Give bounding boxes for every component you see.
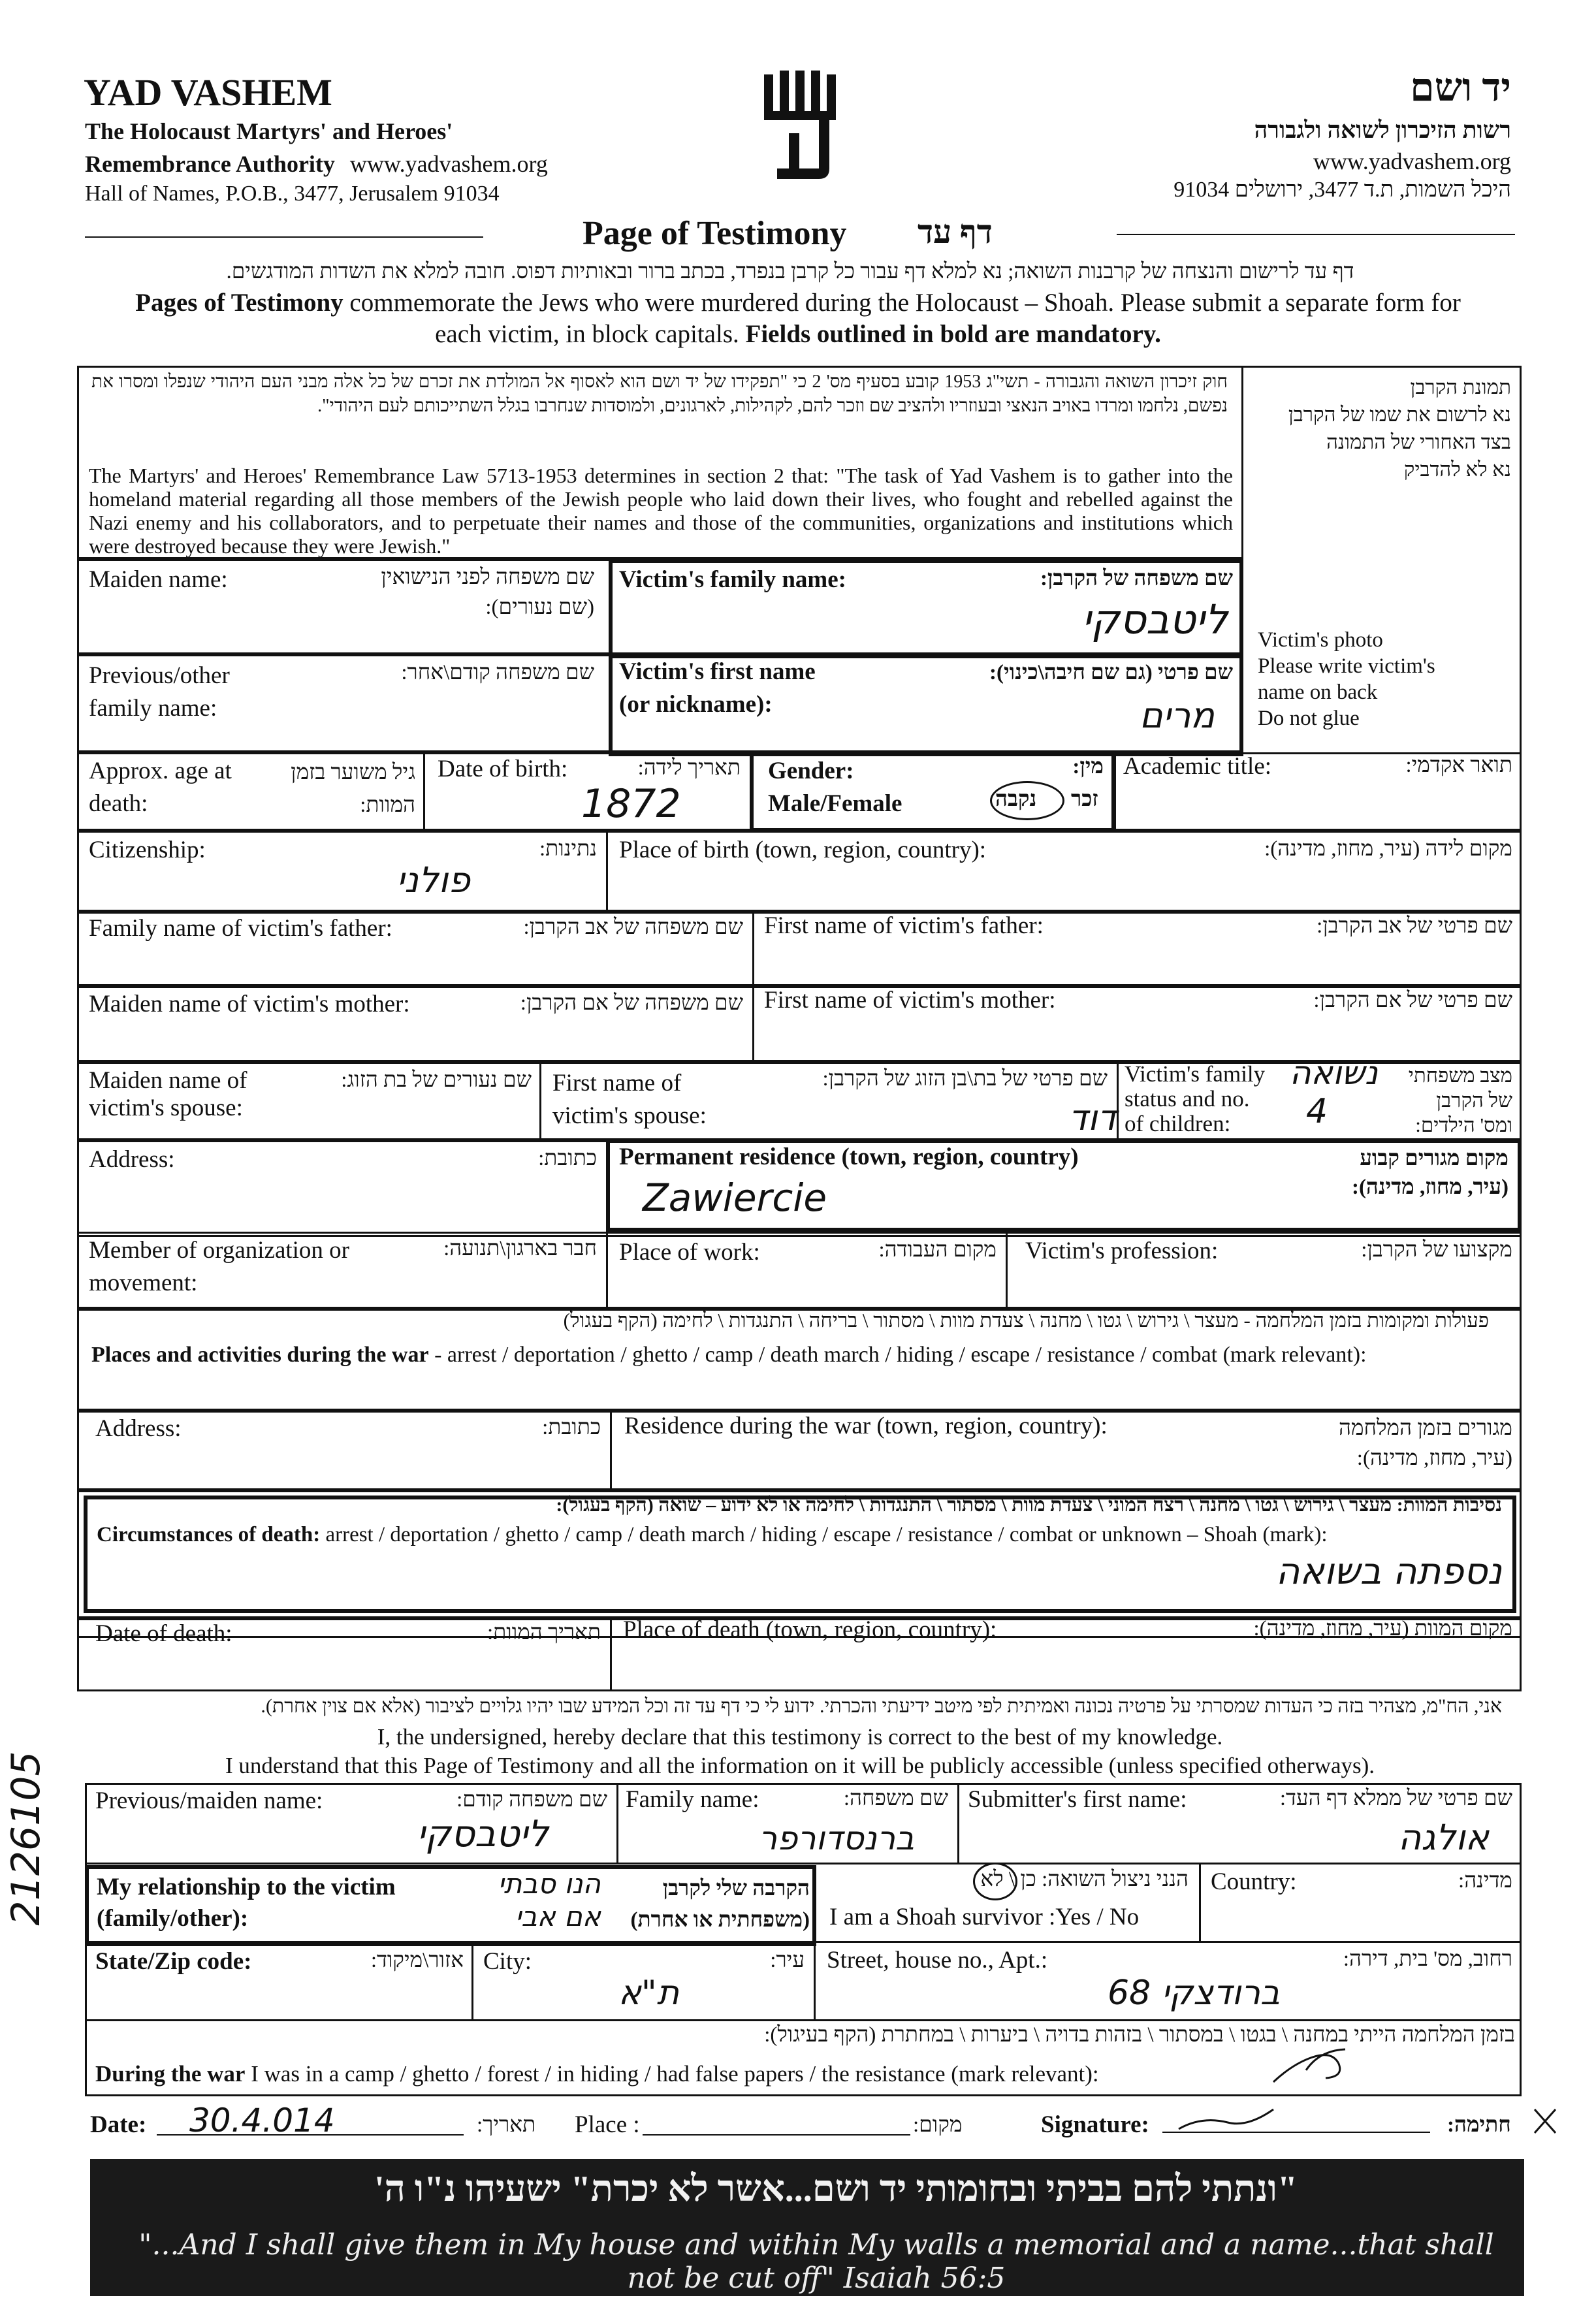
divider <box>85 1863 1522 1864</box>
org-subtitle-1: The Holocaust Martyrs' and Heroes' <box>85 118 453 144</box>
survivor-label: I am a Shoah survivor :Yes / No <box>829 1904 1140 1930</box>
submitter-first-name-label: Submitter's first name: <box>968 1786 1187 1813</box>
signature-label: Signature: <box>1041 2111 1149 2138</box>
org-address-en: Hall of Names, P.O.B., 3477, Jerusalem 91034 <box>85 182 500 206</box>
photo-en-3: name on back <box>1258 680 1378 704</box>
survivor-label-he: הנני ניצול השואה: כן \ לא <box>980 1868 1189 1891</box>
street-value: ברודצקי 68 <box>1107 1974 1280 2013</box>
citizenship-label: Citizenship: <box>89 837 206 863</box>
footer-quote-he: "ונתתי להם בביתי ובחומותי יד ושם...אשר לא יכרת" ישעיהו נ"ו ה' <box>374 2169 1298 2209</box>
photo-he-3: בצד האחורי של התמונה <box>1326 430 1511 453</box>
war-residence-label-he-1: מגורים בזמן המלחמה <box>1339 1416 1512 1440</box>
academic-title-label: Academic title: <box>1123 753 1272 780</box>
war-residence-label-he <box>1280 1413 1512 1473</box>
submitter-first-name-value: אולגה <box>1397 1817 1489 1858</box>
divider <box>1117 1062 1119 1140</box>
circumstances-label-t: arrest / deportation / ghetto / camp / death march / hiding / escape / resistance / combat or unknown – Shoah (mark): <box>320 1523 1328 1546</box>
margin-number: 2126105 <box>3 1751 49 1926</box>
maiden-name-label-he: שם משפחה לפני הנישואין <box>381 566 594 589</box>
family-status-label <box>1125 1062 1265 1136</box>
org-subtitle-he: רשות הזיכרון לשואה ולגבורה <box>1254 117 1511 143</box>
street-label-he: רחוב, מס' בית, דירה: <box>1343 1947 1512 1971</box>
relationship-value-1: הנו סבתי <box>498 1868 601 1900</box>
intro-he: דף עד לרישום והנצחה של קרבנות השואה; נא למלא דף עבור כל קרבן בנפרד, בכתב ברור ובאותיות דפוס. חובה למלא את השדות המודגשים. <box>226 260 1354 283</box>
divider <box>610 1411 612 1490</box>
father-family-name-label: Family name of victim's father: <box>89 915 392 942</box>
cross-mark-icon <box>1532 2107 1558 2136</box>
photo-he-1: תמונת הקרבן <box>1410 376 1511 398</box>
address-label: Address: <box>89 1146 175 1173</box>
gender-label-he: מין: <box>1072 755 1104 778</box>
divider <box>606 1232 608 1309</box>
gender-label <box>768 755 902 820</box>
victim-first-name-label <box>619 656 816 721</box>
place-of-work-label-he: מקום העבודה: <box>878 1238 997 1262</box>
org-subtitle-2 <box>85 150 548 178</box>
place-of-work-label: Place of work: <box>619 1239 760 1266</box>
date-label: Date: <box>90 2111 147 2138</box>
circumstances-value: נספתה בשואה <box>1275 1550 1502 1593</box>
war-places-label-he: פעולות ומקומות בזמן המלחמה - מעצר \ גירוש \ גטו \ מחנה \ צעדת מוות \ מסתור \ בריחה \ התנגדות \ לחימה (הקף בעגול) <box>563 1309 1489 1332</box>
signature-label-he: חתימה: <box>1447 2113 1511 2137</box>
age-label-he-2: המוות: <box>360 793 415 817</box>
victim-family-name-label-he: שם משפחה של הקרבן: <box>1040 567 1233 590</box>
intro-en <box>85 287 1511 350</box>
age-label-he <box>261 756 415 822</box>
war-residence-label: Residence during the war (town, region, country): <box>624 1413 1108 1439</box>
organization-label-2: movement: <box>89 1270 198 1296</box>
previous-name-label <box>89 660 230 725</box>
divider <box>957 1783 959 1863</box>
divider <box>471 1941 473 2019</box>
victim-first-name-value: מרים <box>1139 695 1215 736</box>
intro-en-t1: commemorate the Jews who were murdered during the Holocaust – Shoah. Please submit a separate form for <box>343 289 1461 317</box>
mother-first-name-label-he: שם פרטי של אם הקרבן: <box>1313 989 1512 1012</box>
permanent-residence-label-he-1: מקום מגורים קבוע <box>1360 1147 1508 1170</box>
organization-label <box>89 1234 349 1300</box>
father-family-name-label-he: שם משפחה של אב הקרבן: <box>523 916 743 939</box>
dob-label-he: תאריך לידה: <box>637 756 741 780</box>
victim-first-name-label-1: Victim's first name <box>619 658 816 685</box>
divider <box>1006 1232 1008 1309</box>
divider <box>814 1941 816 2019</box>
family-status-label-he-2: של הקרבן <box>1436 1089 1512 1112</box>
mother-first-name-label: First name of victim's mother: <box>764 987 1056 1014</box>
divider <box>1199 1863 1201 1941</box>
spouse-first-label <box>552 1067 707 1132</box>
war-places-label <box>91 1343 1367 1368</box>
date-of-death-label-he: תאריך המוות: <box>487 1621 601 1644</box>
relationship-label-he <box>601 1873 810 1936</box>
divider <box>606 831 608 912</box>
mother-maiden-name-label-he: שם משפחה של אם הקרבן: <box>520 991 743 1015</box>
gender-label-1: Gender: <box>768 758 854 784</box>
submitter-prev-name-label-he: שם משפחה קודם: <box>456 1788 607 1812</box>
photo-instructions-en <box>1258 627 1435 731</box>
victim-family-name-value: ליטבסקי <box>1081 596 1228 643</box>
country-label: Country: <box>1211 1868 1297 1895</box>
dob-value: 1872 <box>581 781 681 827</box>
submitter-war-label-he: בזמן המלחמה הייתי במחנה \ בגטו \ במסתור \ בזהות בדויה \ ביערות \ במחתרת (הקף בעיגול): <box>764 2023 1515 2047</box>
organization-label-1: Member of organization or <box>89 1237 349 1264</box>
footer-quote-en: "...And I shall give them in My house and within My walls a memorial and a name...that shall not be cut off" Isaiah 56:5 <box>138 2228 1494 2295</box>
spouse-maiden-label <box>89 1067 247 1122</box>
spouse-first-label-2: victim's spouse: <box>552 1102 707 1129</box>
handwritten-mark-icon <box>1267 2044 1358 2090</box>
relationship-label-1: My relationship to the victim <box>97 1874 396 1900</box>
address-label-he: כתובת: <box>538 1147 597 1170</box>
place-underline <box>643 2134 910 2136</box>
victim-first-name-label-he: שם פרטי (גם שם חיבה\כינוי): <box>989 661 1233 684</box>
photo-en-2: Please write victim's <box>1258 654 1435 678</box>
org-subtitle-2-text: Remembrance Authority <box>85 151 335 177</box>
mother-maiden-name-label: Maiden name of victim's mother: <box>89 991 410 1017</box>
photo-he-4: נא לא להדביק <box>1403 458 1511 481</box>
relationship-value-2: אם אבי <box>515 1900 601 1932</box>
war-places-label-b: Places and activities during the war <box>91 1343 429 1367</box>
submitter-prev-name-label: Previous/maiden name: <box>95 1787 323 1814</box>
circumstances-label-b: Circumstances of death: <box>97 1523 321 1546</box>
academic-title-label-he: תואר אקדמי: <box>1405 754 1512 777</box>
date-of-death-label: Date of death: <box>95 1620 232 1647</box>
father-first-name-label: First name of victim's father: <box>764 912 1044 939</box>
zip-label: State/Zip code: <box>95 1948 252 1975</box>
declaration-he: אני, הח"מ, מצהיר בזה כי העדות שמסרתי על פרטיה נכונה ואמיתית לפי מיטב ידיעתי והכרתי. ידוע לי כי דף עד זה וכל המידע שבו יהיו גלויים לציבור (אלא אם צוין אחרת). <box>261 1695 1502 1717</box>
family-status-label-3: of children: <box>1125 1111 1231 1136</box>
header-rule-left <box>85 236 483 238</box>
war-address-label-he: כתובת: <box>542 1416 601 1439</box>
war-places-label-t: - arrest / deportation / ghetto / camp / death march / hiding / escape / resistance / combat (mark relevant): <box>428 1343 1367 1367</box>
city-label: City: <box>483 1948 532 1975</box>
place-label: Place : <box>575 2111 640 2138</box>
city-value: ת"א <box>618 1974 679 2013</box>
org-name-he: יד ושם <box>1410 66 1511 109</box>
victim-family-name-label: Victim's family name: <box>619 566 846 593</box>
date-label-he: תאריך: <box>477 2113 536 2137</box>
age-label-1: Approx. age at <box>89 758 232 784</box>
family-status-label-he-1: מצב משפחתי <box>1408 1064 1512 1087</box>
org-address-he: היכל השמות, ת.ד 3477, ירושלים 91034 <box>1173 178 1511 202</box>
declaration-en-1: I, the undersigned, hereby declare that this testimony is correct to the best of my knowledge. <box>377 1724 1223 1750</box>
divider <box>610 1618 612 1691</box>
spouse-maiden-label-2: victim's spouse: <box>89 1095 243 1121</box>
children-count-value: 4 <box>1306 1092 1328 1131</box>
maiden-name-label: Maiden name: <box>89 566 228 593</box>
declaration-en-2: I understand that this Page of Testimony and all the information on it will be publicly accessible (unless specified otherways). <box>225 1753 1375 1778</box>
permanent-residence-value: Zawiercie <box>643 1176 827 1220</box>
law-text-he: חוק זיכרון השואה והגבורה - תשי"ג 1953 קובע בסעיף מס' 2 כי "תפקידו של יד ושם הוא לאסוף אל המולדת את זכרם של כל אלה מבני העם היהודי שנפלו ומסרו את נפשם, נלחמו ומרדו באויב הנאצי ובעוזריו ולהציב שם וזכר להם, לקהילות, לארגונים, ולמוסדות שנחרבו בגלל השתייכותם לעם היהודי". <box>91 372 1228 416</box>
place-of-birth-label: Place of birth (town, region, country): <box>619 837 987 863</box>
header-rule-right <box>1117 234 1515 235</box>
submitter-war-label-b: During the war <box>95 2061 246 2087</box>
yad-vashem-logo-icon <box>758 71 842 182</box>
law-text-en: The Martyrs' and Heroes' Remembrance Law 5713-1953 determines in section 2 that: "The task of Yad Vashem is to gather into the homeland material regarding all those members of the Jewish people who laid down their lives, who fought and rebelled against the Nazi enemy and his collaborators, and to perpetuate their names and those of the communities, organizations and institutions which were destroyed because they were Jewish." <box>89 464 1233 558</box>
photo-he-2: נא לרשום את שמו של הקרבן <box>1288 403 1511 426</box>
place-label-he: מקום: <box>913 2113 963 2137</box>
survivor-selection-circle <box>973 1863 1017 1900</box>
zip-label-he: אזור\מיקוד: <box>370 1949 464 1972</box>
family-status-value: נשואה <box>1289 1054 1378 1092</box>
submitter-war-label-t: I was in a camp / ghetto / forest / in hiding / had false papers / the resistance (mark relevant): <box>245 2061 1099 2087</box>
submitter-family-name-value: ברנסדורפר <box>758 1819 914 1857</box>
relationship-label-2: (family/other): <box>97 1905 249 1932</box>
photo-en-1: Victim's photo <box>1258 628 1383 652</box>
intro-en-t2: each victim, in block capitals. <box>435 320 746 348</box>
submitter-prev-name-value: ליטבסקי <box>417 1813 549 1855</box>
street-label: Street, house no., Apt.: <box>827 1947 1048 1974</box>
war-residence-label-he-2: (עיר, מחוז, מדינה): <box>1356 1447 1512 1470</box>
place-of-death-label-he: מקום המוות (עיר, מחוז, מדינה): <box>1253 1617 1512 1640</box>
spouse-first-value: דוד <box>1068 1097 1117 1138</box>
gender-male-he: זכר <box>1071 788 1098 811</box>
age-label-he-1: גיל משוער בזמן <box>291 761 415 784</box>
divider <box>616 1783 618 1863</box>
org-name-en: YAD VASHEM <box>84 71 332 114</box>
relationship-label-he-1: הקרבה שלי לקרבן <box>662 1877 810 1900</box>
photo-en-4: Do not glue <box>1258 707 1360 730</box>
profession-label: Victim's profession: <box>1025 1238 1219 1264</box>
date-value: 30.4.014 <box>189 2102 335 2139</box>
place-of-birth-label-he: מקום לידה (עיר, מחוז, מדינה): <box>1264 837 1512 861</box>
intro-en-b1: Pages of Testimony <box>135 289 343 317</box>
submitter-family-name-label: Family name: <box>626 1786 759 1813</box>
father-first-name-label-he: שם פרטי של אב הקרבן: <box>1317 914 1512 938</box>
signature-scribble-icon <box>1175 2103 1280 2136</box>
divider <box>752 912 754 986</box>
gender-selection-circle <box>990 781 1064 820</box>
page-title-he: דף עד <box>918 214 993 250</box>
maiden-name-label-he-2: (שם נעורים): <box>485 596 594 619</box>
country-label-he: מדינה: <box>1458 1869 1512 1893</box>
divider <box>539 1062 541 1140</box>
victim-first-name-label-2: (or nickname): <box>619 691 773 718</box>
permanent-residence-label-he <box>1254 1144 1508 1202</box>
gender-label-2: Male/Female <box>768 790 902 817</box>
declaration-en <box>85 1723 1515 1780</box>
previous-name-label-2: family name: <box>89 695 217 722</box>
family-status-label-he-3: ומס' הילדים: <box>1415 1113 1512 1136</box>
family-status-label-2: status and no. <box>1125 1086 1250 1112</box>
org-url-he: www.yadvashem.org <box>1313 148 1511 174</box>
family-status-label-he <box>1391 1063 1512 1138</box>
place-of-death-label: Place of death (town, region, country): <box>623 1616 997 1643</box>
spouse-first-label-1: First name of <box>552 1070 682 1096</box>
city-label-he: עיר: <box>770 1949 805 1972</box>
citizenship-label-he: נתינות: <box>539 837 597 861</box>
relationship-label-he-2: (משפחתית או אחרת) <box>630 1908 810 1932</box>
divider <box>752 986 754 1062</box>
age-label <box>89 755 232 820</box>
spouse-maiden-label-1: Maiden name of <box>89 1067 247 1094</box>
previous-name-label-1: Previous/other <box>89 662 230 689</box>
family-status-label-1: Victim's family <box>1125 1061 1266 1087</box>
profession-label-he: מקצועו של הקרבן: <box>1361 1238 1512 1262</box>
submitter-war-label <box>95 2061 1099 2087</box>
organization-label-he: חבר בארגון\תנועה: <box>443 1237 597 1260</box>
circumstances-label-he: נסיבות המוות: מעצר \ גירוש \ גטו \ מחנה \ רצח המוני \ צעדת מוות \ מסתור \ התנגדות \ לחימה או לא ידוע – שואה (הקף בעגול): <box>556 1494 1502 1516</box>
divider <box>423 752 425 831</box>
gender-female-he: נקבה <box>995 788 1037 811</box>
permanent-residence-label: Permanent residence (town, region, country) <box>619 1144 1079 1170</box>
intro-en-b2: Fields outlined in bold are mandatory. <box>745 320 1161 348</box>
org-url-en: www.yadvashem.org <box>349 151 548 177</box>
relationship-label <box>97 1872 396 1934</box>
page-title: Page of Testimony <box>583 215 847 252</box>
submitter-first-name-label-he: שם פרטי של ממלא דף העד: <box>1279 1787 1512 1810</box>
spouse-maiden-label-he: שם נעורים של בת הזוג: <box>341 1068 532 1092</box>
age-label-2: death: <box>89 790 148 817</box>
dob-label: Date of birth: <box>438 756 568 782</box>
circumstances-label <box>97 1523 1328 1547</box>
divider <box>85 2019 1522 2021</box>
permanent-residence-label-he-2: (עיר, מחוז, מדינה): <box>1351 1176 1508 1199</box>
spouse-first-label-he: שם פרטי של בת\בן הזוג של הקרבן: <box>822 1067 1108 1091</box>
photo-instructions-he <box>1288 374 1511 483</box>
submitter-family-name-label-he: שם משפחה: <box>843 1787 948 1810</box>
previous-name-label-he: שם משפחה קודם\אחר: <box>401 661 594 684</box>
citizenship-value: פולני <box>396 859 470 901</box>
war-address-label: Address: <box>95 1415 182 1442</box>
